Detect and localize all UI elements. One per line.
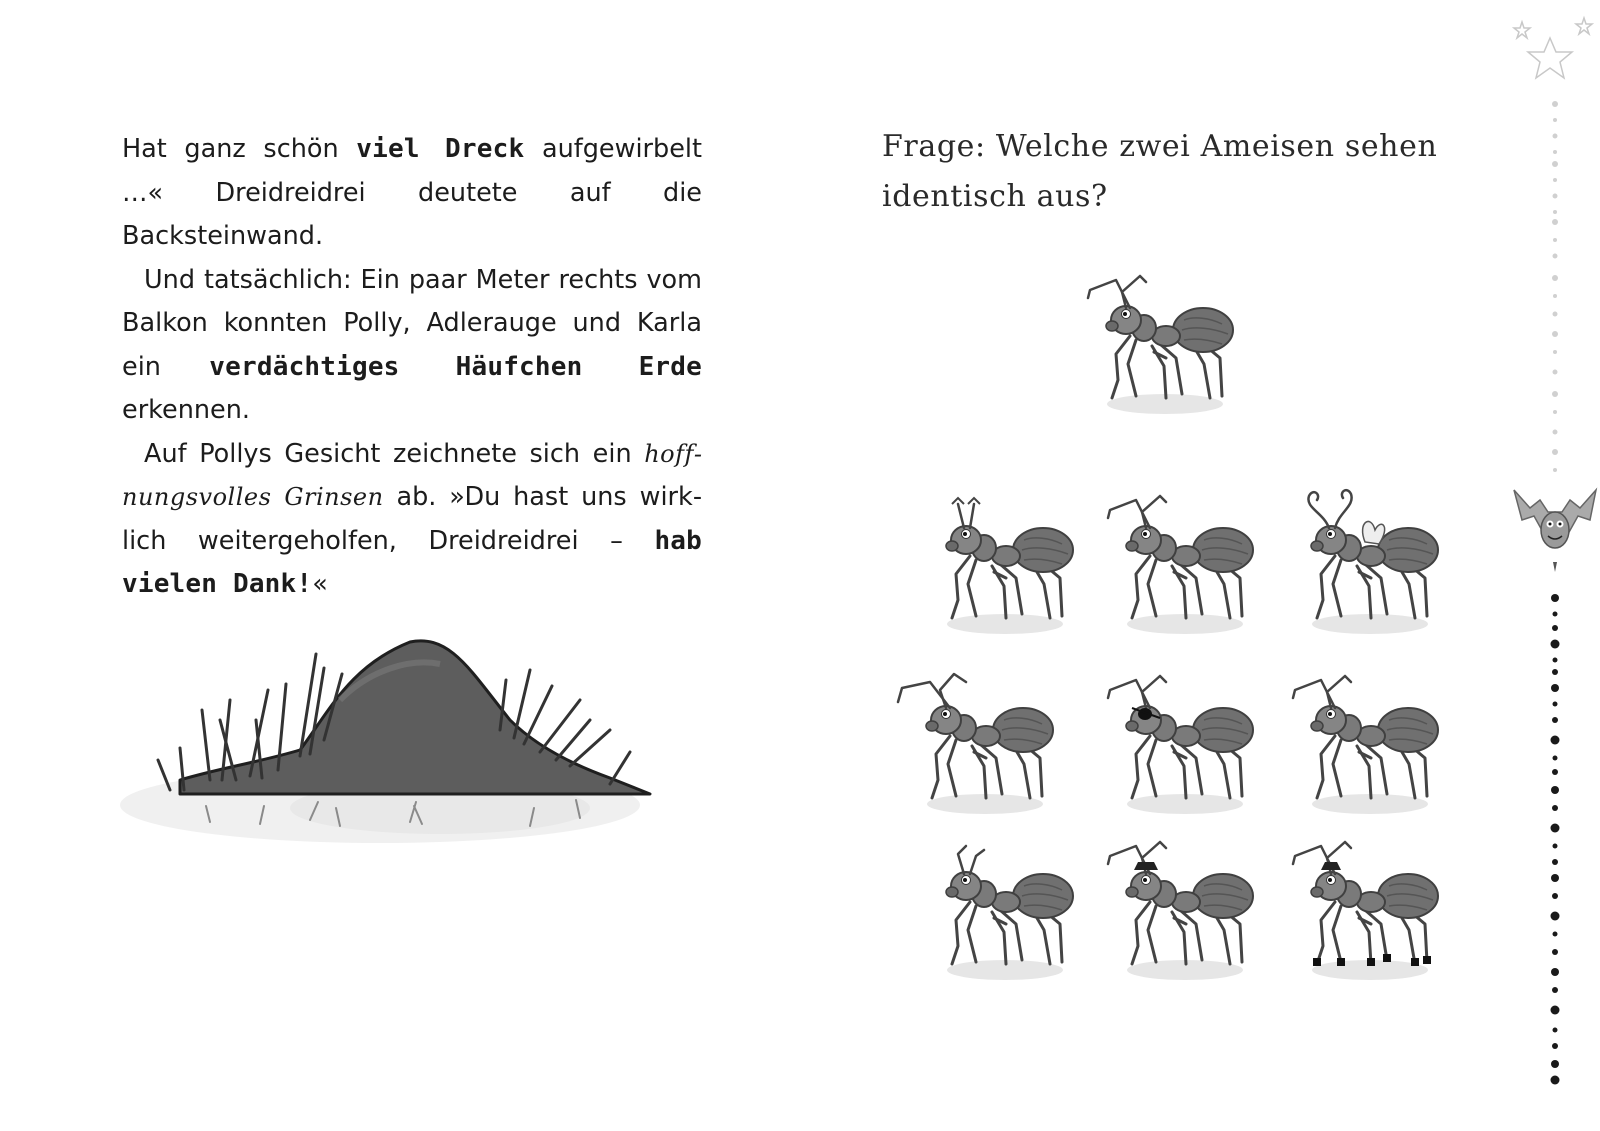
page-edge-decoration <box>1500 0 1600 1131</box>
story-paragraph <box>122 433 702 607</box>
dotted-thread-dark <box>1551 594 1560 1085</box>
ant-option-2 <box>1090 482 1260 642</box>
reference-ant-illustration <box>1070 262 1240 422</box>
story-text-run: « <box>312 569 328 599</box>
right-page <box>800 0 1600 1131</box>
story-text-run: Und tatsächlich: Ein paar Meter rechts vom Balkon konnten Polly, Adlerauge und Karla ein <box>122 264 702 382</box>
story-paragraph <box>122 259 702 433</box>
anthill-illustration <box>110 630 670 860</box>
ant-option-3 <box>1275 482 1445 642</box>
story-text <box>122 128 702 607</box>
ant-option-4 <box>890 662 1060 822</box>
puzzle-question: Frage: Welche zwei Ameisen sehen identisch aus? <box>882 129 1438 214</box>
story-text-run: erkennen. <box>122 395 250 425</box>
ant-option-1 <box>910 482 1080 642</box>
story-text-run: Hat ganz schön <box>122 134 357 164</box>
ant-option-6 <box>1275 662 1445 822</box>
bold-emphasis: verdächtiges Häufchen Erde <box>209 351 702 382</box>
dotted-thread-light <box>1552 101 1558 472</box>
story-paragraph <box>122 128 702 259</box>
story-text-run: Auf Pollys Gesicht zeichnete sich ein <box>144 438 645 469</box>
bold-emphasis: viel Dreck <box>356 134 525 164</box>
ant-option-9 <box>1275 828 1445 988</box>
bold-emphasis: hab vielen Dank! <box>122 525 702 599</box>
story-text-run: ab. »Du hast uns wirklich weitergeholfen, Dreidreidrei – <box>122 482 703 556</box>
handwritten-emphasis: hoffnungsvolles Grinsen <box>122 439 702 511</box>
story-text-run: aufgewirbelt …« Dreidreidrei deutete auf die Backsteinwand. <box>122 134 702 251</box>
bat-icon <box>1514 490 1596 572</box>
ant-option-5 <box>1090 662 1260 822</box>
ant-option-8 <box>1090 828 1260 988</box>
ant-option-7 <box>910 828 1080 988</box>
